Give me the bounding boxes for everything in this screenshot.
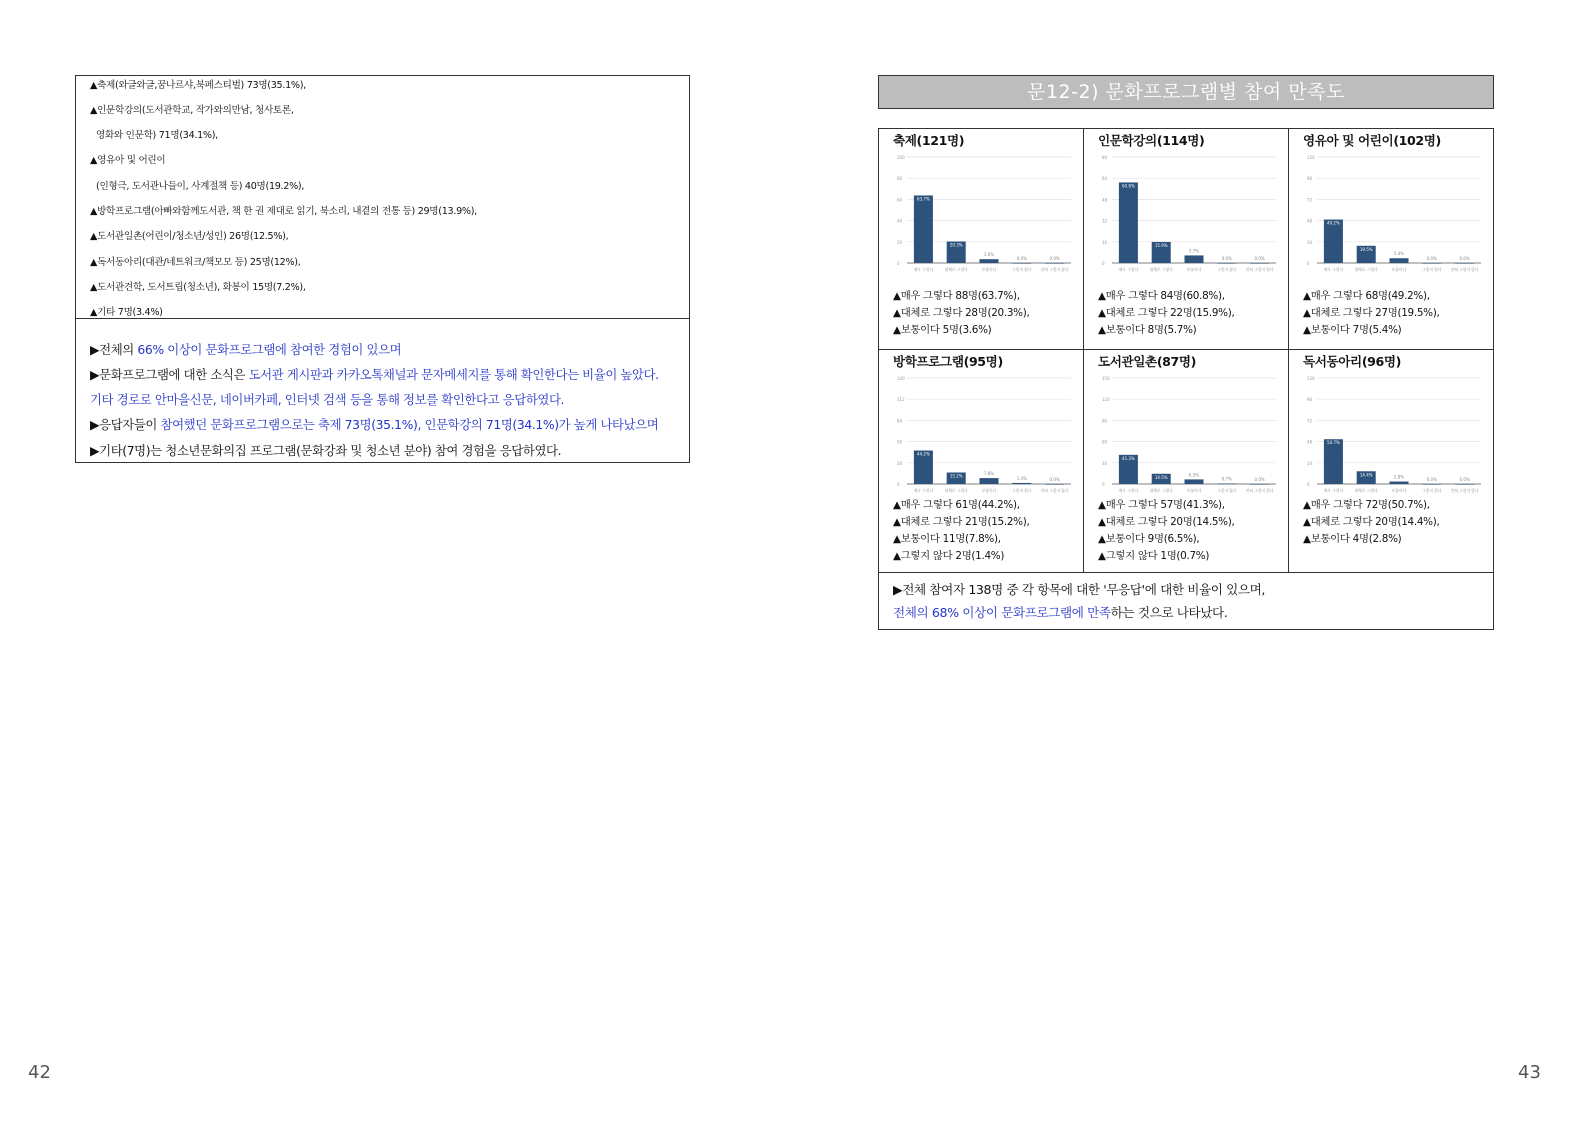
x-tick-label: 매우 그렇다 (1118, 267, 1139, 272)
x-tick-label: 매우 그렇다 (913, 267, 934, 272)
x-tick-label: 보통이다 (1391, 488, 1407, 493)
bar-chart (893, 151, 1071, 273)
x-tick-label: 보통이다 (981, 488, 997, 493)
stat-line: ▲보통이다 8명(5.7%) (1098, 324, 1197, 336)
data-label: 14.5% (1154, 474, 1168, 480)
data-label: 49.2% (1327, 220, 1340, 226)
data-label: 6.5% (1188, 472, 1200, 478)
stat-line: ▲보통이다 11명(7.8%), (893, 533, 1001, 545)
bar-chart (1303, 372, 1481, 494)
bar (1422, 484, 1441, 485)
bar (1324, 220, 1343, 263)
bar (1455, 263, 1474, 264)
x-tick-label: 보통이다 (1186, 267, 1202, 272)
stat-line: ▲대체로 그렇다 21명(15.2%), (893, 516, 1030, 528)
data-label: 5.4% (1393, 251, 1405, 257)
x-tick-label: 전혀 그렇지 않다 (1245, 267, 1274, 272)
chart-cell (1289, 350, 1494, 573)
y-tick-label: 32 (1102, 218, 1108, 224)
y-tick-label: 120 (1307, 155, 1315, 160)
y-tick-label: 28 (897, 460, 903, 466)
summary-line (90, 441, 561, 459)
stat-line: ▲보통이다 7명(5.4%) (1303, 324, 1402, 336)
stat-line: ▲매우 그렇다 57명(41.3%), (1098, 499, 1225, 511)
data-label: 5.7% (1188, 248, 1200, 254)
y-tick-label: 100 (897, 155, 905, 160)
stat-line: ▲그렇지 않다 2명(1.4%) (893, 550, 1005, 562)
data-label: 20.3% (949, 242, 963, 248)
note-line-1: ▶전체 참여자 138명 중 각 항목에 대한 '무응답'에 대한 비율이 있으며, (893, 582, 1266, 597)
satisfaction-grid (878, 128, 1494, 630)
y-tick-label: 48 (1102, 197, 1108, 203)
bar (1250, 263, 1269, 264)
y-tick-label: 20 (897, 239, 903, 245)
summary-highlight: 기타 경로로 안마을신문, 네이버카페, 인터넷 검색 등을 통해 정보를 확인한다고 응답하였다. (90, 392, 565, 407)
y-tick-label: 30 (1102, 460, 1108, 466)
chart-title: 독서동아리(96명) (1303, 354, 1402, 369)
y-tick-label: 24 (1307, 239, 1313, 245)
bar-chart (1303, 151, 1481, 273)
x-tick-label: 대체로 그렇다 (944, 267, 968, 272)
bar (1012, 263, 1031, 264)
bar (1389, 258, 1408, 263)
data-label: 15.2% (949, 473, 963, 479)
bar (979, 259, 998, 263)
bar (1184, 255, 1203, 263)
x-tick-label: 그렇지 않다 (1012, 267, 1032, 272)
y-tick-label: 56 (897, 439, 903, 445)
y-tick-label: 16 (1102, 239, 1108, 245)
y-tick-label: 90 (1102, 418, 1108, 424)
bar (1217, 263, 1236, 264)
x-tick-label: 매우 그렇다 (1323, 488, 1344, 493)
data-label: 3.6% (983, 252, 995, 258)
bar (1455, 484, 1474, 485)
y-tick-label: 0 (897, 482, 900, 487)
x-tick-label: 그렇지 않다 (1012, 488, 1032, 493)
data-label: 44.2% (917, 451, 930, 457)
stat-line: ▲매우 그렇다 88명(63.7%), (893, 290, 1020, 302)
page-number-left: 42 (28, 1062, 51, 1083)
y-tick-label: 120 (1307, 376, 1315, 381)
page-number-right: 43 (1518, 1062, 1541, 1083)
stat-line: ▲대체로 그렇다 20명(14.5%), (1098, 516, 1235, 528)
data-label: 0.0% (1426, 256, 1437, 261)
x-tick-label: 보통이다 (981, 267, 997, 272)
y-tick-label: 48 (1307, 218, 1313, 224)
data-label: 2.8% (1393, 474, 1405, 480)
bar (979, 478, 998, 484)
x-tick-label: 전혀 그렇지 않다 (1040, 488, 1069, 493)
stat-line: ▲대체로 그렇다 22명(15.9%), (1098, 307, 1235, 319)
y-tick-label: 0 (1307, 482, 1310, 487)
left-summary-box (75, 75, 690, 463)
data-label: 19.5% (1359, 246, 1373, 252)
summary-text: ▶전체의 (90, 342, 138, 357)
summary-line (90, 390, 564, 408)
x-tick-label: 그렇지 않다 (1217, 267, 1237, 272)
bar (1119, 182, 1138, 263)
data-label: 0.7% (1221, 476, 1232, 482)
x-tick-label: 대체로 그렇다 (1149, 267, 1173, 272)
summary-text: ▶문화프로그램에 대한 소식은 (90, 367, 249, 382)
chart-cell (1084, 129, 1289, 350)
bar-chart (893, 372, 1071, 494)
stat-line: ▲보통이다 4명(2.8%) (1303, 533, 1402, 545)
bar (1217, 484, 1236, 485)
section-title: 문12-2) 문화프로그램별 참여 만족도 (878, 75, 1494, 109)
bar-chart (1098, 151, 1276, 273)
chart-title: 방학프로그램(95명) (893, 354, 1003, 369)
data-label: 0.0% (1049, 256, 1060, 261)
x-tick-label: 전혀 그렇지 않다 (1245, 488, 1274, 493)
summary-line (90, 340, 401, 358)
data-label: 0.0% (1254, 256, 1265, 261)
bar (1184, 479, 1203, 484)
x-tick-label: 보통이다 (1391, 267, 1407, 272)
y-tick-label: 96 (1307, 397, 1313, 403)
y-tick-label: 80 (897, 176, 903, 182)
x-tick-label: 그렇지 않다 (1217, 488, 1237, 493)
x-tick-label: 그렇지 않다 (1422, 267, 1442, 272)
x-tick-label: 매우 그렇다 (1118, 488, 1139, 493)
y-tick-label: 0 (1307, 261, 1310, 266)
program-line: ▲독서동아리(대관/네트워크/책모모 등) 25명(12%), (90, 257, 301, 268)
data-label: 41.3% (1122, 455, 1135, 461)
data-label: 0.0% (1426, 477, 1437, 482)
data-label: 0.0% (1016, 256, 1027, 261)
y-tick-label: 120 (1102, 397, 1110, 403)
summary-line (90, 365, 659, 383)
chart-title: 축제(121명) (893, 133, 965, 148)
x-tick-label: 보통이다 (1186, 488, 1202, 493)
bar (1012, 483, 1031, 484)
chart-cell (879, 129, 1084, 350)
data-label: 7.8% (983, 471, 995, 477)
y-tick-label: 0 (897, 261, 900, 266)
y-tick-label: 24 (1307, 460, 1313, 466)
program-line: ▲인문학강의(도서관학교, 작가와의만남, 청사토론, (90, 105, 294, 116)
chart-cell (1084, 350, 1289, 573)
stat-line: ▲대체로 그렇다 27명(19.5%), (1303, 307, 1440, 319)
data-label: 0.0% (1221, 256, 1232, 261)
stat-line: ▲매우 그렇다 84명(60.8%), (1098, 290, 1225, 302)
y-tick-label: 84 (897, 418, 903, 424)
chart-cell (879, 350, 1084, 573)
data-label: 0.0% (1459, 256, 1470, 261)
chart-title: 인문학강의(114명) (1098, 133, 1205, 148)
stat-line: ▲보통이다 9명(6.5%), (1098, 533, 1200, 545)
data-label: 15.9% (1154, 242, 1168, 248)
summary-highlight: 참여했던 문화프로그램으로는 축제 73명(35.1%), 인문학강의 71명(34.1%)가 높게 나타났으며 (160, 417, 659, 432)
bar (1045, 484, 1064, 485)
y-tick-label: 72 (1307, 197, 1313, 203)
y-tick-label: 40 (897, 218, 903, 224)
x-tick-label: 그렇지 않다 (1422, 488, 1442, 493)
program-line: ▲영유아 및 어린이 (90, 155, 166, 166)
y-tick-label: 64 (1102, 176, 1108, 182)
data-label: 0.0% (1049, 477, 1060, 482)
bar-chart (1098, 372, 1276, 494)
data-label: 0.0% (1459, 477, 1470, 482)
stat-line: ▲보통이다 5명(3.6%) (893, 324, 992, 336)
summary-text: ▶기타(7명)는 청소년문화의집 프로그램(문화강좌 및 청소년 분야) 참여 경험을 응답하였다. (90, 443, 562, 458)
y-tick-label: 150 (1102, 376, 1110, 381)
y-tick-label: 96 (1307, 176, 1313, 182)
program-line: ▲도서관일촌(어린이/청소년/성인) 26명(12.5%), (90, 231, 289, 242)
bar (914, 195, 933, 263)
bar (1422, 263, 1441, 264)
note-rest: 하는 것으로 나타났다. (1110, 605, 1228, 620)
program-line: ▲축제(와글와글,꿈나르샤,북페스티벌) 73명(35.1%), (90, 80, 306, 91)
note-highlight: 전체의 68% 이상이 문화프로그램에 만족 (893, 605, 1111, 620)
x-tick-label: 대체로 그렇다 (1149, 488, 1173, 493)
stat-line: ▲대체로 그렇다 28명(20.3%), (893, 307, 1030, 319)
x-tick-label: 매우 그렇다 (913, 488, 934, 493)
stat-line: ▲매우 그렇다 68명(49.2%), (1303, 290, 1430, 302)
x-tick-label: 전혀 그렇지 않다 (1450, 488, 1479, 493)
y-tick-label: 60 (897, 197, 903, 203)
summary-line (90, 415, 658, 433)
data-label: 0.0% (1254, 477, 1265, 482)
data-label: 60.8% (1122, 183, 1135, 189)
y-tick-label: 140 (897, 376, 905, 381)
y-tick-label: 72 (1307, 418, 1313, 424)
x-tick-label: 매우 그렇다 (1323, 267, 1344, 272)
y-tick-label: 0 (1102, 482, 1105, 487)
chart-title: 도서관일촌(87명) (1098, 354, 1197, 369)
bar (1389, 482, 1408, 484)
y-tick-label: 112 (897, 397, 905, 403)
y-tick-label: 80 (1102, 155, 1108, 160)
note-line-2 (893, 602, 1227, 621)
program-list (76, 76, 689, 319)
y-tick-label: 60 (1102, 439, 1108, 445)
stat-line: ▲매우 그렇다 61명(44.2%), (893, 499, 1020, 511)
x-tick-label: 대체로 그렇다 (944, 488, 968, 493)
data-label: 50.7% (1327, 440, 1340, 446)
program-line: ▲기타 7명(3.4%) (90, 307, 163, 318)
x-tick-label: 전혀 그렇지 않다 (1450, 267, 1479, 272)
x-tick-label: 전혀 그렇지 않다 (1040, 267, 1069, 272)
chart-cell (1289, 129, 1494, 350)
summary-text: ▶응답자들이 (90, 417, 161, 432)
stat-line: ▲매우 그렇다 72명(50.7%), (1303, 499, 1430, 511)
stat-line: ▲그렇지 않다 1명(0.7%) (1098, 550, 1210, 562)
bar (1045, 263, 1064, 264)
data-label: 14.4% (1359, 472, 1373, 478)
summary-highlight: 도서관 게시판과 카카오톡채널과 문자메세지를 통해 확인한다는 비율이 높았다. (248, 367, 659, 382)
x-tick-label: 대체로 그렇다 (1354, 488, 1378, 493)
data-label: 63.7% (917, 196, 930, 202)
data-label: 1.4% (1016, 475, 1027, 481)
bar (1324, 439, 1343, 484)
program-line: 영화와 인문학) 71명(34.1%), (96, 130, 218, 141)
x-tick-label: 대체로 그렇다 (1354, 267, 1378, 272)
bar (1250, 484, 1269, 485)
program-line: ▲도서관견학, 도서트립(청소년), 화봉이 15명(7.2%), (90, 282, 306, 293)
chart-title: 영유아 및 어린이(102명) (1303, 133, 1441, 148)
program-line: ▲방학프로그램(아빠와함께도서관, 책 한 권 제대로 읽기, 북소리, 내곁의 전통 등) 29명(13.9%), (90, 206, 477, 217)
program-line: (인형극, 도서관나들이, 사계절책 등) 40명(19.2%), (96, 181, 305, 192)
summary-highlight: 66% 이상이 문화프로그램에 참여한 경험이 있으며 (137, 342, 402, 357)
stat-line: ▲대체로 그렇다 20명(14.4%), (1303, 516, 1440, 528)
y-tick-label: 0 (1102, 261, 1105, 266)
y-tick-label: 48 (1307, 439, 1313, 445)
